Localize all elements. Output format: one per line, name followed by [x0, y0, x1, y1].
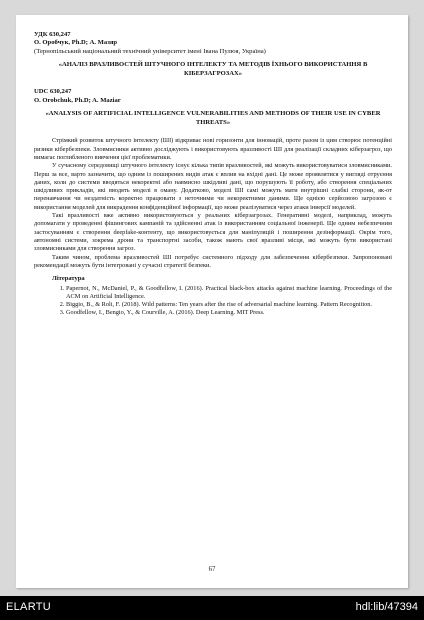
paragraph: Такі вразливості вже активно використовуються у реальних кіберзагрозах. Генеративні моделі, наприклад, можуть допомагати у проведенні фішингових кампаній та здійсненні атак із використанням соціальної інженерії. Ще одним небезпечним застосуванням є створення deepfake-контенту, що використовується для маніпуляцій і поширення дезінформації. Окрім того, автономні системи, зокрема дрони та транспортні засоби, також мають свої вразливі місця, які можуть бути використані зловмисниками для створення загроз. — [34, 212, 392, 253]
reference-item: 3. Goodfellow, I., Bengio, Y., & Courville, A. (2016). Deep Learning. MIT Press. — [66, 309, 392, 317]
document-page — [16, 15, 408, 588]
udc-ua: УДК 630,247 — [34, 31, 71, 38]
authors-ua: О. Оробчук, Ph.D; А. Мазяр — [34, 39, 118, 47]
affiliation-ua: (Тернопільський національний технічний університет імені Івана Пулюя, Україна) — [34, 47, 266, 55]
authors-en: O. Orobchuk, Ph.D; A. Maziar — [34, 96, 121, 104]
references-list — [34, 285, 392, 318]
paragraph: Стрімкий розвиток штучного інтелекту (ШІ) відкриває нові горизонти для інновацій, проте разом із цим створює потенційні ризики кібербезпеки. Зловмисники активно досліджують і використовують вразливості ШІ для реалізації складних кіберзагроз, що вимагає поглибленого вивчення цієї проблематики. — [34, 137, 392, 161]
udc-en: UDC 630,247 — [34, 88, 72, 96]
references-heading: Література — [52, 275, 85, 283]
page-content — [34, 31, 392, 318]
title-en: «ANALYSIS OF ARTIFICIAL INTELLIGENCE VULNERABILITIES AND METHODS OF THEIR USE IN CYBER THREATS» — [45, 110, 381, 126]
reference-item: 1. Papernot, N., McDaniel, P., & Goodfellow, I. (2016). Practical black-box attacks against machine learning. Proceedings of the ACM on Artificial Intelligence. — [66, 285, 392, 302]
paragraph: Таким чином, проблема вразливостей ШІ потребує системного підходу для забезпечення кібербезпеки. Запропоновані рекомендації можуть бути інтегровані у сучасні стратегії безпеки. — [34, 253, 392, 269]
paragraph: У сучасному середовищі штучного інтелекту існує кілька типів вразливостей, які можуть використовуватися зловмисниками. Перш за все, варто зазначити, що одним із поширених видів атак є вплив на вхідні дані. Це може проявлятися у вигляді отруєння даних, коли до системи вводяться некоректні або навмисно шкідливі дані, що порушують її роботу, або створення спеціальних шкідливих прикладів, які вводять моделі в оману. Додатково, моделі ШІ самі можуть мати внутрішні слабкі сторони, як-от перенавчання чи нездатність коректно працювати з неточними чи некоректними даними. Ще однією серйозною загрозою є використання моделей для викрадення конфіденційної інформації, що може реалізуватися через атаки інверсії моделей. — [34, 162, 392, 211]
repository-footer-bar — [0, 596, 424, 620]
page-number: 67 — [208, 566, 216, 573]
reference-item: 2. Biggio, B., & Roli, F. (2018). Wild patterns: Ten years after the rise of adversarial machine learning. Pattern Recognition. — [66, 301, 392, 309]
handle-identifier[interactable]: hdl:lib/47394 — [355, 601, 418, 613]
repository-name: ELARTU — [6, 601, 51, 613]
title-ua: «АНАЛІЗ ВРАЗЛИВОСТЕЙ ШТУЧНОГО ІНТЕЛЕКТУ ТА МЕТОДІВ ЇХНЬОГО ВИКОРИСТАННЯ В КІБЕРЗАГРОЗАХ» — [58, 61, 368, 77]
